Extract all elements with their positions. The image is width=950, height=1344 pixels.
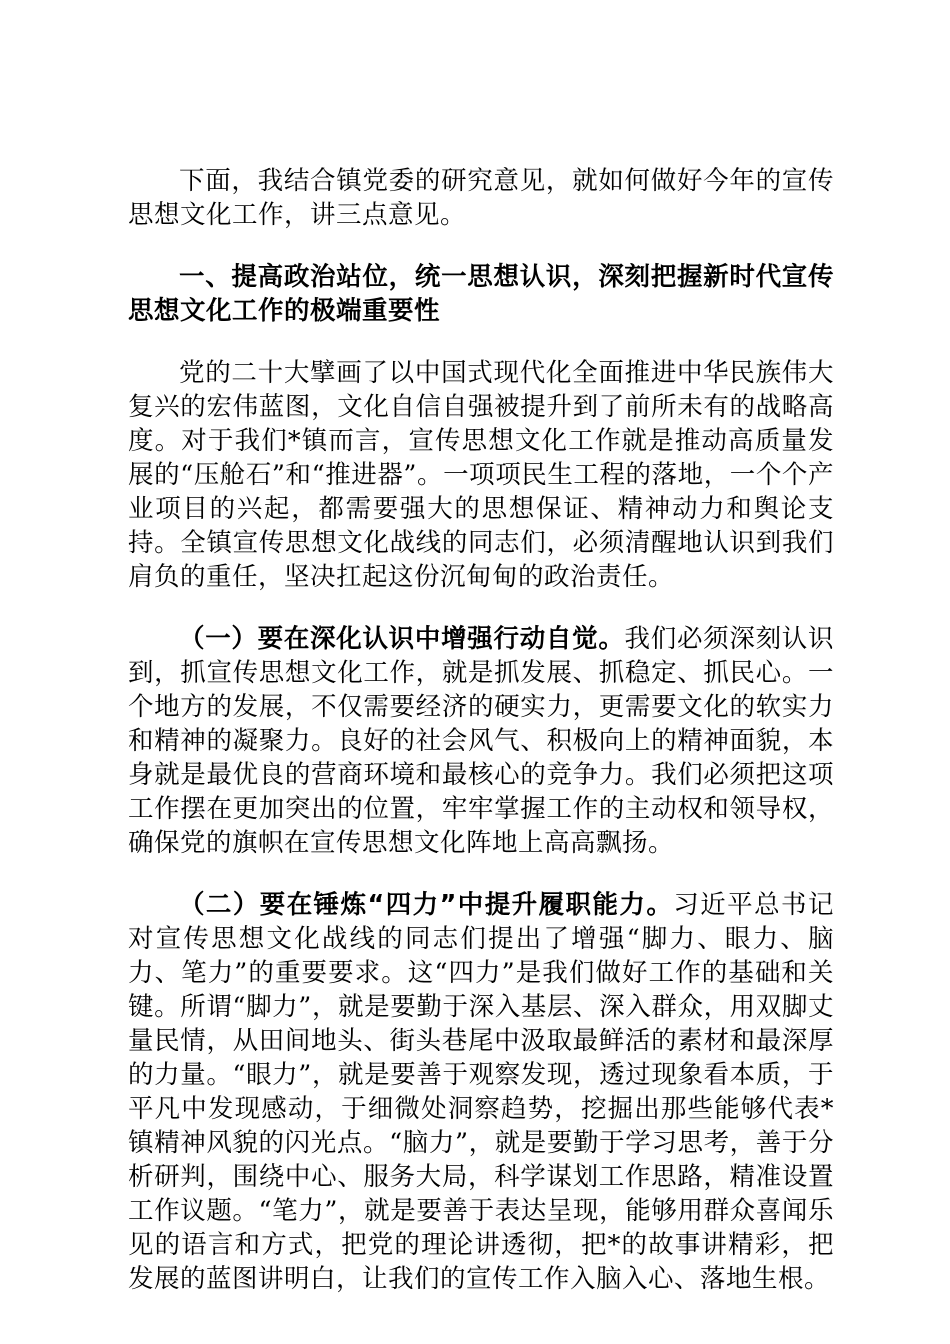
point2-body: 习近平总书记对宣传思想文化战线的同志们提出了增强“脚力、眼力、脑力、笔力”的重要要求。这“四力”是我们做好工作的基础和关键。所谓“脚力”，就是要勤于深入基层、深入群众，用双脚丈量民情，从田间地头、街头巷尾中汲取最鲜活的素材和最深厚的力量。“眼力”，就是要善于观察发现，透过现象看本质，于平凡中发现感动，于细微处洞察趋势，挖掘出那些能够代表*镇精神风貌的闪光点。“脑力”，就是要勤于学习思考，善于分析研判，围绕中心、服务大局，科学谋划工作思路，精准设置工作议题。“笔力”，就是要善于表达呈现，能够用群众喜闻乐见的语言和方式，把党的理论讲透彻，把*的故事讲精彩，把发展的蓝图讲明白，让我们的宣传工作入脑入心、落地生根。 <box>128 890 834 1294</box>
point2-lead: （二）要在锤炼“四力”中提升履职能力。 <box>179 890 674 920</box>
intro-paragraph: 下面，我结合镇党委的研究意见，就如何做好今年的宣传思想文化工作，讲三点意见。 <box>128 166 834 230</box>
point1-body: 我们必须深刻认识到，抓宣传思想文化工作，就是抓发展、抓稳定、抓民心。一个地方的发展，不仅需要经济的硬实力，更需要文化的软实力和精神的凝聚力。良好的社会风气、积极向上的精神面貌，本身就是最优良的营商环境和最核心的竞争力。我们必须把这项工作摆在更加突出的位置，牢牢掌握工作的主动权和领导权，确保党的旗帜在宣传思想文化阵地上高高飘扬。 <box>128 624 834 858</box>
document-body <box>128 164 834 1324</box>
point1-lead: （一）要在深化认识中增强行动自觉。 <box>179 624 625 654</box>
section1-paragraph: 党的二十大擘画了以中国式现代化全面推进中华民族伟大复兴的宏伟蓝图，文化自信自强被提升到了前所未有的战略高度。对于我们*镇而言，宣传思想文化工作就是推动高质量发展的“压舱石”和“推进器”。一项项民生工程的落地，一个个产业项目的兴起，都需要强大的思想保证、精神动力和舆论支持。全镇宣传思想文化战线的同志们，必须清醒地认识到我们肩负的重任，坚决扛起这份沉甸甸的政治责任。 <box>128 358 834 592</box>
section1-heading: 一、提高政治站位，统一思想认识，深刻把握新时代宣传思想文化工作的极端重要性 <box>128 262 834 326</box>
point2-paragraph <box>128 888 834 1296</box>
point1-paragraph <box>128 622 834 860</box>
